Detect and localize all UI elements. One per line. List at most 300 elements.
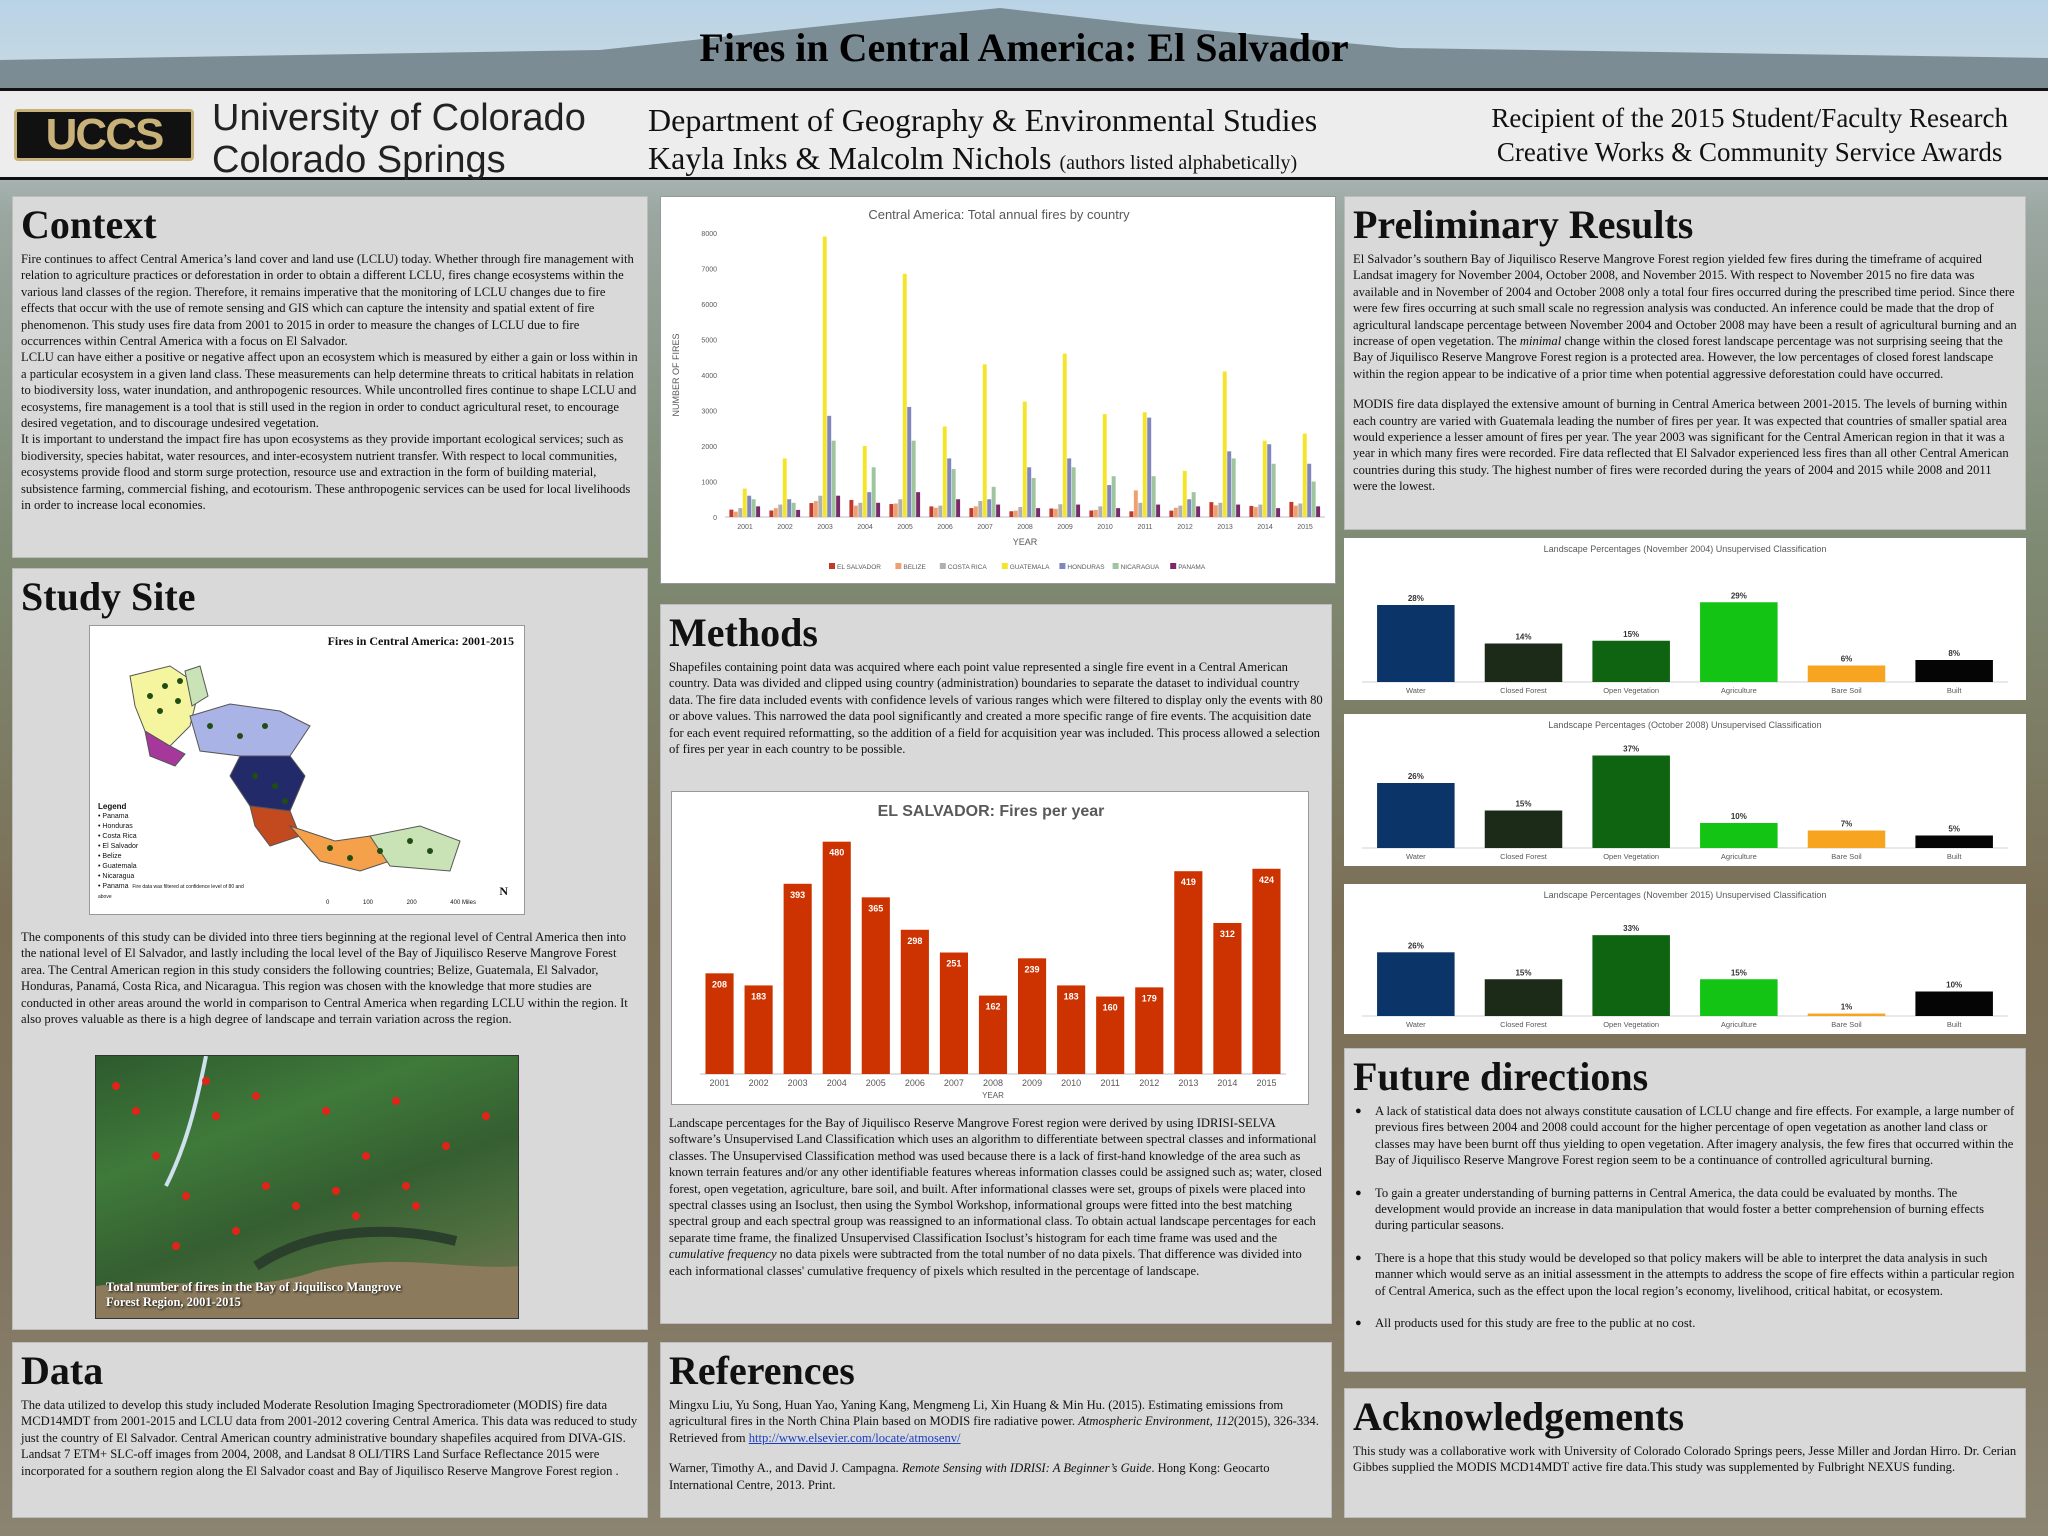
- data-label: 183: [751, 991, 767, 1002]
- landscape-chart-2008: [1344, 714, 2026, 866]
- landscape-chart-2015: [1344, 884, 2026, 1034]
- data-label: 10%: [1730, 812, 1747, 821]
- x-axis-label: YEAR: [982, 1091, 1004, 1100]
- context-panel: [12, 196, 648, 558]
- x-tick-label: Water: [1405, 1020, 1426, 1029]
- bar: [929, 506, 933, 517]
- bar: [1316, 506, 1320, 517]
- x-tick-label: 2011: [1137, 524, 1153, 531]
- ack-panel: [1344, 1388, 2026, 1518]
- y-axis-label: NUMBER OF FIRES: [671, 333, 681, 417]
- bar: [983, 364, 987, 517]
- legend-swatch: [1002, 563, 1008, 569]
- bar: [849, 500, 853, 517]
- data-label: 33%: [1623, 924, 1640, 934]
- chart-title: Landscape Percentages (November 2015) Unsupervised Classification: [1543, 890, 1827, 900]
- bar: [738, 508, 742, 517]
- bar: [992, 487, 996, 517]
- x-tick-label: 2006: [937, 524, 953, 531]
- central-america-chart: [660, 196, 1336, 584]
- bar: [894, 504, 898, 517]
- x-tick-label: 2013: [1217, 524, 1233, 531]
- bar: [1294, 506, 1298, 517]
- bar: [747, 496, 751, 517]
- data-label: 29%: [1730, 591, 1747, 601]
- bar: [1169, 511, 1173, 517]
- x-tick-label: Built: [1946, 852, 1962, 861]
- methods-panel: [660, 604, 1332, 1324]
- award-line-2: Creative Works & Community Service Awards: [1496, 137, 2003, 167]
- bar: [1307, 464, 1311, 517]
- bar: [1116, 508, 1120, 517]
- bar: [1107, 485, 1111, 517]
- x-tick-label: 2015: [1297, 524, 1313, 531]
- bar: [778, 505, 782, 517]
- bar: [1915, 836, 1993, 849]
- y-tick-label: 5000: [701, 337, 717, 345]
- bar: [1014, 511, 1018, 517]
- legend-label: HONDURAS: [1067, 564, 1105, 571]
- study-site-panel: [12, 568, 648, 1330]
- x-tick-label: 2005: [897, 524, 913, 531]
- x-tick-label: 2014: [1257, 524, 1273, 531]
- data-label: 26%: [1407, 941, 1424, 951]
- bar: [1076, 505, 1080, 517]
- bar: [1174, 508, 1178, 517]
- bar: [1023, 402, 1027, 517]
- bar: [1276, 508, 1280, 517]
- data-label: 6%: [1840, 654, 1853, 664]
- el-salvador-chart-svg: [672, 792, 1310, 1106]
- x-tick-label: Open Vegetation: [1603, 1020, 1660, 1029]
- ack-heading: Acknowledgements: [1353, 1394, 1685, 1439]
- x-tick-label: Closed Forest: [1500, 1020, 1547, 1029]
- y-tick-label: 7000: [701, 266, 717, 274]
- results-panel: [1344, 196, 2026, 530]
- bar: [783, 458, 787, 517]
- bar: [916, 492, 920, 517]
- bar: [1129, 511, 1133, 517]
- x-tick-label: 2001: [737, 524, 753, 531]
- bar: [1067, 458, 1071, 517]
- legend-label: PANAMA: [1178, 564, 1206, 571]
- bar: [907, 407, 911, 517]
- landscape-chart-2008-svg: [1344, 714, 2026, 866]
- bar: [823, 237, 827, 517]
- bar: [1700, 602, 1778, 682]
- data-label: 28%: [1407, 594, 1424, 603]
- x-tick-label: 2002: [777, 524, 793, 531]
- bar: [1227, 451, 1231, 517]
- bar: [1152, 476, 1156, 517]
- landscape-chart-2004: [1344, 538, 2026, 700]
- data-label: 251: [946, 958, 962, 969]
- methods-paragraph-2: Landscape percentages for the Bay of Jiquilisco Reserve Mangrove Forest region were derived by using IDRISI-SELVA software’s Unsupervised Land Classification which uses an algorithm to differentiate between spectral classes and informational classes. The Unsupervised Classification method was used because there is a lack of first-hand knowledge of the area such as known terrain features and/or any other identifiable features whereas information classes could be assigned such as; water, closed forest, open vegetation, agriculture, bare soil, and built. After informational classes were set, groups of pixels were placed into spectral classes using an Isoclust, then using the Symbol Workshop, informational groups were fitted into the best matching spectral group and each spectral group was reassigned to an informational class. To obtain actual landscape percentages for each separate time frame, the finalized Unsupervised Classification Isoclust’s histogram for each time frame was used and the cumulative frequency no data pixels were subtracted from the total number of no data pixels. That difference was divided into each informational classes' cumulative frequency of pixels which resulted in the percentage of landscape.: [669, 1116, 1322, 1278]
- bar: [876, 503, 880, 517]
- bar: [1174, 871, 1202, 1074]
- header-bar: [0, 88, 2048, 180]
- landscape-chart-2015-svg: [1344, 884, 2026, 1034]
- bar: [784, 884, 812, 1074]
- bar: [1058, 504, 1062, 517]
- study-site-paragraph: The components of this study can be divided into three tiers beginning at the regional level of Central America then into the national level of El Salvador, and lastly including the local level of the Bay of Jiquilisco Reserve Mangrove Forest area. The Central American region in this study considers the following countries; Belize, Guatemala, El Salvador, Honduras, Panamá, Costa Rica, and Nicaragua. This region was chosen with the knowledge that more studies are conducted in other areas around the world in comparison to Central America when regarding LCLU within the region. It also proves valuable as there is a high degree of landscape and terrain variation across the region.: [21, 930, 628, 1027]
- chart-title: EL SALVADOR: Fires per year: [877, 803, 1105, 820]
- data-label: 419: [1180, 877, 1196, 888]
- y-tick-label: 3000: [701, 408, 717, 416]
- bar: [1249, 506, 1253, 517]
- bar: [956, 499, 960, 517]
- bar: [832, 441, 836, 517]
- bar: [952, 469, 956, 517]
- x-tick-label: 2008: [982, 1078, 1004, 1088]
- bar: [940, 953, 968, 1074]
- legend-label: BELIZE: [903, 564, 926, 571]
- x-tick-label: Bare Soil: [1831, 1020, 1862, 1029]
- data-label: 480: [829, 847, 845, 858]
- department-block: [648, 101, 1317, 182]
- y-tick-label: 4000: [701, 373, 717, 380]
- results-paragraph-1: El Salvador’s southern Bay of Jiquilisco Reserve Mangrove Forest region yielded few fires during the timeframe of acquired Landsat imagery for November 2004, October 2008, and November 2015. With respect to November 2015 no fire data was available and in November of 2004 and October 2008 only a total four fires occurred during the prescribed time period. Since there were few fires occurring at such small scale no regression analysis was conducted. An inference could be made that the drop of agricultural landscape percentage between November 2004 and October 2008 may have been a result of agricultural burning and an increase of open vegetation. The minimal change within the closed forest landscape percentage was not surprising seeing that the Bay of Jiquilisco Reserve Mangrove Forest region is a protected area. However, the low percentages of closed forest landscape within the region appear to be indicative of a prior time when potential aggressive deforestation could have occurred.: [1353, 252, 2017, 381]
- map-legend: [98, 802, 258, 902]
- bar: [1147, 418, 1151, 517]
- legend-item: • Panama: [98, 813, 129, 820]
- x-tick-label: Open Vegetation: [1603, 852, 1660, 861]
- department-name: Department of Geography & Environmental Studies: [648, 102, 1318, 138]
- bar: [1312, 482, 1316, 518]
- x-tick-label: 2002: [748, 1078, 769, 1088]
- bar: [1156, 505, 1160, 517]
- bar: [1196, 506, 1200, 517]
- data-label: 26%: [1407, 772, 1424, 781]
- data-heading: Data: [21, 1348, 104, 1393]
- bar: [1700, 823, 1778, 848]
- results-heading: Preliminary Results: [1353, 202, 1694, 247]
- legend-item: • Guatemala: [98, 863, 137, 870]
- bar: [912, 441, 916, 517]
- data-label: 208: [712, 979, 728, 990]
- bar: [787, 499, 791, 517]
- bar: [1183, 471, 1187, 517]
- bar: [938, 506, 942, 517]
- bar: [1377, 952, 1455, 1016]
- y-tick-label: 0: [713, 515, 717, 522]
- x-tick-label: Water: [1405, 852, 1426, 861]
- bar: [969, 508, 973, 517]
- bar: [769, 511, 773, 517]
- data-label: 1%: [1840, 1002, 1853, 1012]
- bar: [854, 506, 858, 517]
- bar: [1072, 467, 1076, 517]
- reference-1: Mingxu Liu, Yu Song, Huan Yao, Yaning Kang, Mengmeng Li, Xin Huang & Min Hu. (2015). Estimating emissions from agricultural fires in the North China Plain based on MODIS fire radiative power. Atmospheric Environment, 112(2015), 326-334. Retrieved from http://www.elsevier.com/locate/atmosenv/: [669, 1398, 1319, 1445]
- results-paragraph-2: MODIS fire data displayed the extensive amount of burning in Central America between 2001-2015. The levels of burning within each country are varied with Guatemala leading the number of fires per year. It was expected that countries of smaller spatial area would experience a lesser amount of fires per year. The year 2003 was significant for the Central American region in that it was a year in which many fires were recorded. Fire data reflected that El Salvador experienced less fires than all other Central American countries during this study. The highest number of fires were recorded during the years of 2004 and 2015 while 2008 and 2011 were the lowest.: [1353, 397, 2009, 494]
- bar: [1485, 979, 1563, 1016]
- future-item: ● A lack of statistical data does not always constitute causation of LCLU change and fire effects. For example, a large number of previous fires between 2004 and 2008 could account for the higher percentage of open vegetation as another land class or classes may have been burnt off thus yielding to open vegetation. After imagery analysis, the few fires that occurred within the Bay of Jiquilisco Reserve Mangrove Forest region seem to be a continuance of controlled agricultural burning.: [1353, 1103, 2017, 1169]
- bar: [863, 446, 867, 517]
- legend-label: EL SALVADOR: [837, 564, 881, 571]
- legend-item: • Belize: [98, 853, 122, 860]
- bar: [987, 499, 991, 517]
- y-tick-label: 6000: [701, 302, 717, 309]
- x-tick-label: Built: [1946, 1020, 1962, 1029]
- data-paragraph-2: Landsat 7 ETM+ SLC-off images from 2004, 2008, and Landsat 8 OLI/TIRS Land Surface Reflectance 2015 were incorporated for a southern region along the El Salvador coast and Bay of Jiquilisco Reserve Mangrove Forest region .: [21, 1447, 619, 1478]
- chart-title: Landscape Percentages (October 2008) Unsupervised Classification: [1548, 720, 1822, 730]
- data-label: 183: [1063, 991, 1079, 1002]
- bar: [978, 501, 982, 517]
- future-item: ● All products used for this study are free to the public at no cost.: [1353, 1315, 2017, 1331]
- poster-title: Fires in Central America: El Salvador: [699, 25, 1349, 70]
- bar: [734, 512, 738, 517]
- context-paragraph-3: It is important to understand the impact fire has upon ecosystems as they provide important ecological services; such as biodiversity, species habitat, water resources, and inter-ecosystem nutrient transfer. With respect to local communities, ecosystems provide flood and storm surge protection, resource use and extraction in the form of building material, subsistence farming, commercial fishing, and ecotourism. These anthropogenic services can be used for local livelihoods in order to increase local economies.: [21, 432, 631, 513]
- el-salvador-chart: [671, 791, 1309, 1105]
- context-heading: Context: [21, 202, 157, 247]
- x-tick-label: Agriculture: [1720, 686, 1757, 695]
- landscape-chart-2004-svg: [1344, 538, 2026, 700]
- x-tick-label: 2015: [1256, 1078, 1277, 1088]
- bar: [756, 506, 760, 517]
- x-tick-label: 2014: [1217, 1078, 1238, 1088]
- bar: [1049, 509, 1053, 517]
- x-tick-label: 2001: [709, 1078, 730, 1088]
- x-tick-label: 2011: [1100, 1078, 1120, 1088]
- bar: [1252, 869, 1280, 1074]
- data-label: 162: [985, 1001, 1001, 1012]
- bar: [1027, 467, 1031, 517]
- data-label: 239: [1024, 964, 1040, 975]
- future-item: ● There is a hope that this study would be developed so that policy makers will be able to interpret the data analysis in such manner which would serve as an initial assessment in the attempts to address the scope of fire effects within a particular region of Central America, such as the effect upon the local region’s economy, livelihood, critical habitat, or ecosystem.: [1353, 1250, 2017, 1299]
- bar: [872, 467, 876, 517]
- data-label: 393: [790, 889, 806, 900]
- bar: [903, 274, 907, 517]
- bar: [867, 492, 871, 517]
- bar: [1298, 504, 1302, 517]
- bar: [1209, 502, 1213, 517]
- y-tick-label: 8000: [701, 231, 717, 238]
- bar: [1377, 783, 1455, 848]
- data-label: 365: [868, 903, 884, 914]
- bar: [1223, 371, 1227, 517]
- legend-item: • Honduras: [98, 823, 133, 830]
- bar: [1254, 507, 1258, 517]
- bar: [809, 503, 813, 517]
- bar: [862, 897, 890, 1074]
- reference-2: Warner, Timothy A., and David J. Campagna. Remote Sensing with IDRISI: A Beginner’s Guide. Hong Kong: Geocarto International Centre, 2013. Print.: [669, 1461, 1270, 1492]
- bar: [1592, 935, 1670, 1016]
- bar: [1094, 510, 1098, 517]
- award-line-1: Recipient of the 2015 Student/Faculty Research: [1491, 103, 2008, 133]
- x-tick-label: 2004: [826, 1078, 847, 1088]
- bar: [1272, 464, 1276, 517]
- x-tick-label: 2012: [1139, 1078, 1160, 1088]
- x-tick-label: 2004: [857, 524, 873, 531]
- award-block: [1491, 101, 2008, 169]
- x-tick-label: 2009: [1057, 524, 1073, 531]
- data-label: 8%: [1948, 649, 1960, 658]
- bar: [774, 508, 778, 517]
- data-label: 15%: [1623, 629, 1640, 639]
- chart-title: Landscape Percentages (November 2004) Unsupervised Classification: [1543, 544, 1827, 554]
- bar: [943, 426, 947, 517]
- x-tick-label: 2009: [1022, 1078, 1043, 1088]
- x-tick-label: Bare Soil: [1831, 686, 1862, 695]
- x-tick-label: Agriculture: [1720, 1020, 1757, 1029]
- bar: [1485, 811, 1563, 849]
- bar: [818, 496, 822, 517]
- legend-label: GUATEMALA: [1009, 564, 1050, 571]
- context-paragraph-1: Fire continues to affect Central America’s land cover and land use (LCLU) today. Whether through fire management with relation to agriculture practices or deforestation in order to obtain a different LCLU, fires change ecosystems within the various land classes of the region. Therefore, it remains imperative that the monitoring of LCLU changes due to fire effects that occur with the use of remote sensing and GIS which can capture the intensity and spatial extent of fire phenomenon. This study uses fire data from 2001 to 2015 in order to measure the changes of LCLU due to fire occurrences within Central America with a focus on El Salvador.: [21, 252, 634, 349]
- bar: [796, 510, 800, 517]
- future-panel: [1344, 1048, 2026, 1372]
- x-tick-label: 2008: [1017, 524, 1033, 531]
- bar: [1915, 660, 1993, 682]
- bar: [1178, 506, 1182, 517]
- x-tick-label: 2006: [904, 1078, 925, 1088]
- x-tick-label: 2010: [1097, 524, 1113, 531]
- bar: [1303, 434, 1307, 517]
- legend-item: • El Salvador: [98, 843, 139, 850]
- bar: [729, 510, 733, 517]
- bar: [1112, 476, 1116, 517]
- bar: [1263, 441, 1267, 517]
- bar: [889, 504, 893, 517]
- y-tick-label: 2000: [701, 444, 717, 451]
- data-panel: [12, 1342, 648, 1518]
- bar: [1138, 503, 1142, 517]
- data-label: 14%: [1515, 632, 1532, 642]
- x-tick-label: 2007: [977, 524, 993, 531]
- bar: [1808, 1014, 1886, 1016]
- bar: [1232, 458, 1236, 517]
- chart-title: Central America: Total annual fires by country: [868, 207, 1130, 222]
- bar: [836, 496, 840, 517]
- data-label: 160: [1102, 1002, 1118, 1013]
- bar: [974, 506, 978, 517]
- bar: [1808, 666, 1886, 683]
- x-tick-label: Bare Soil: [1831, 852, 1862, 861]
- future-list: [1353, 1103, 2017, 1331]
- bar: [1485, 644, 1563, 683]
- bar: [1592, 641, 1670, 682]
- data-label: 15%: [1730, 968, 1747, 978]
- north-arrow-icon: N: [499, 884, 508, 898]
- bar: [1915, 992, 1993, 1017]
- data-label: 179: [1141, 993, 1157, 1004]
- satellite-image: [95, 1055, 519, 1319]
- data-label: 15%: [1515, 968, 1532, 978]
- ack-text: This study was a collaborative work with University of Colorado Colorado Springs peers, Jesse Miller and Jordan Hirro. Dr. Cerian Gibbes supplied the MODIS MCD14MDT active fire data.This study was supplemented by Fulbright NEXUS funding.: [1353, 1444, 2017, 1475]
- bar: [1018, 507, 1022, 517]
- map-scale: 0 100 200 400 Miles: [326, 900, 476, 906]
- legend-swatch: [1059, 563, 1065, 569]
- bar: [898, 499, 902, 517]
- bar: [1377, 605, 1455, 682]
- legend-label: COSTA RICA: [947, 564, 987, 571]
- x-tick-label: Closed Forest: [1500, 852, 1547, 861]
- university-name: [212, 97, 586, 181]
- x-tick-label: 2013: [1178, 1078, 1199, 1088]
- bar: [1192, 492, 1196, 517]
- x-tick-label: Open Vegetation: [1603, 686, 1660, 695]
- data-label: 15%: [1515, 799, 1532, 809]
- x-tick-label: Agriculture: [1720, 852, 1757, 861]
- legend-swatch: [1113, 563, 1119, 569]
- bar: [934, 508, 938, 517]
- data-label: 7%: [1840, 819, 1853, 829]
- x-tick-label: 2012: [1177, 524, 1193, 531]
- study-site-heading: Study Site: [21, 574, 196, 619]
- data-label: 298: [907, 935, 923, 946]
- data-label: 424: [1258, 874, 1274, 885]
- bar: [1218, 503, 1222, 517]
- bar: [1213, 923, 1241, 1074]
- legend-swatch: [1170, 563, 1176, 569]
- data-label: 37%: [1623, 744, 1640, 754]
- legend-label: NICARAGUA: [1120, 564, 1160, 571]
- central-america-map: [89, 625, 525, 915]
- x-tick-label: 2010: [1061, 1078, 1082, 1088]
- authors: Kayla Inks & Malcolm Nichols: [648, 140, 1052, 176]
- x-tick-label: Built: [1946, 686, 1962, 695]
- x-tick-label: Closed Forest: [1500, 686, 1547, 695]
- x-tick-label: 2007: [943, 1078, 964, 1088]
- bar: [1103, 414, 1107, 517]
- bar: [858, 503, 862, 517]
- bar: [1236, 505, 1240, 517]
- bar: [1009, 511, 1013, 517]
- bar: [1134, 490, 1138, 517]
- methods-heading: Methods: [669, 610, 818, 655]
- bar: [901, 930, 929, 1074]
- x-tick-label: 2003: [787, 1078, 808, 1088]
- y-tick-label: 1000: [701, 479, 717, 487]
- x-axis-label: YEAR: [1012, 537, 1038, 547]
- bar: [743, 489, 747, 517]
- references-heading: References: [669, 1348, 855, 1393]
- future-heading: Future directions: [1353, 1054, 1649, 1099]
- bar: [1808, 831, 1886, 849]
- bar: [827, 416, 831, 517]
- university-line-1: University of Colorado: [212, 97, 586, 139]
- bar: [1187, 499, 1191, 517]
- bar: [752, 499, 756, 517]
- methods-paragraph-1: Shapefiles containing point data was acquired where each point value represented a single fire event in a Central American country. Data was divided and clipped using country (administration) boundaries to separate the dataset to individual country data. The fire data included events with confidence levels of various ranges which were filtered to display only the events with 80 or above values. This narrowed the data pool significantly and created a more specific range of fire events. The acquisition date for each event required reformatting, so the addition of a field for acquisition year was included. This process allowed a selection of fires per year in each country to be possible.: [669, 660, 1323, 757]
- bar: [996, 505, 1000, 517]
- authors-note: (authors listed alphabetically): [1059, 152, 1298, 174]
- x-tick-label: 2003: [817, 524, 833, 531]
- bar: [1063, 354, 1067, 517]
- data-label: 5%: [1948, 824, 1960, 834]
- legend-swatch: [829, 563, 835, 569]
- data-label: 10%: [1946, 980, 1963, 990]
- bar: [814, 501, 818, 517]
- bar: [1258, 505, 1262, 517]
- bar: [1143, 412, 1147, 517]
- legend-item: • Nicaragua: [98, 873, 135, 880]
- bar: [1592, 756, 1670, 849]
- reference-1-link[interactable]: http://www.elsevier.com/locate/atmosenv/: [748, 1430, 961, 1445]
- bar: [1089, 511, 1093, 517]
- bar: [1032, 478, 1036, 517]
- legend-swatch: [895, 563, 901, 569]
- legend-item: • Panama Fire data was filtered at confidence level of 80 and above: [98, 883, 244, 900]
- data-label: 312: [1219, 928, 1235, 939]
- bar: [947, 458, 951, 517]
- bar: [1289, 502, 1293, 517]
- uccs-logo: UCCS: [14, 109, 194, 161]
- satellite-caption: Total number of fires in the Bay of Jiquilisco Mangrove Forest Region, 2001-2015: [106, 1280, 402, 1309]
- central-america-chart-svg: [661, 197, 1337, 585]
- bar: [1018, 958, 1046, 1074]
- bar: [823, 842, 851, 1074]
